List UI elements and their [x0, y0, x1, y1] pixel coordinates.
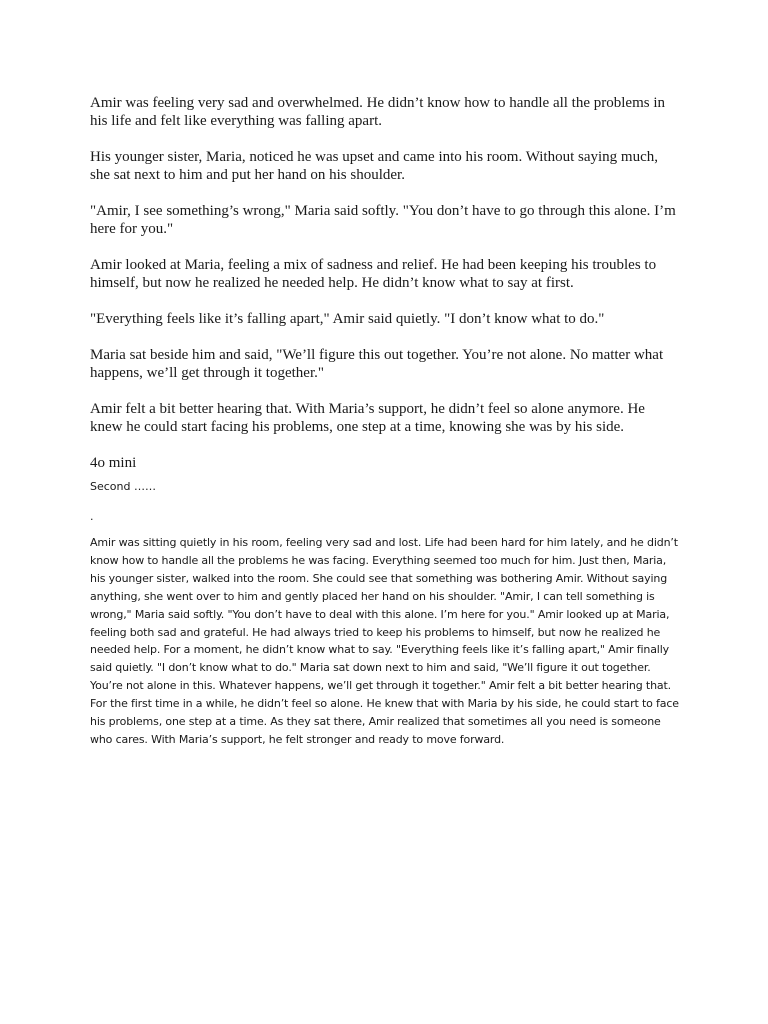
second-story-paragraph: Amir was sitting quietly in his room, feeling very sad and lost. Life had been hard for him lately, and he didn’t know how to handle all the problems he was facing. Everything seemed too much for him. Just then, Maria, his younger sister, walked into the room. She could see that something was bothering Amir. Without saying anything, she went over to him and gently placed her hand on his shoulder. "Amir, I can tell something is wrong," Maria said softly. "You don’t have to deal with this alone. I’m here for you." Amir looked up at Maria, feeling both sad and grateful. He had always tried to keep his problems to himself, but now he realized he needed help. For a moment, he didn’t know what to say. "Everything feels like it’s falling apart," Amir finally said quietly. "I don’t know what to do." Maria sat down next to him and said, "We’ll figure it out together. You’re not alone in this. Whatever happens, we’ll get through it together." Amir felt a bit better hearing that. For the first time in a while, he didn’t feel so alone. He knew that with Maria by his side, he could start to face his problems, one step at a time. As they sat there, Amir realized that sometimes all you need is someone who cares. With Maria’s support, he felt stronger and ready to move forward. — [90, 536, 679, 746]
story-paragraph-5: "Everything feels like it’s falling apart," Amir said quietly. "I don’t know what to do." — [90, 311, 605, 327]
model-label: 4o mini — [90, 455, 137, 471]
story-paragraph-7: Amir felt a bit better hearing that. With Maria’s support, he didn’t feel so alone anymore. He knew he could start facing his problems, one step at a time, knowing she was by his side. — [90, 401, 645, 435]
second-label: Second …… — [90, 480, 156, 493]
separator-dot: . — [90, 510, 94, 523]
story-paragraph-1: Amir was feeling very sad and overwhelmed. He didn’t know how to handle all the problems in his life and felt like everything was falling apart. — [90, 95, 666, 129]
story-paragraph-3: "Amir, I see something’s wrong," Maria said softly. "You don’t have to go through this alone. I’m here for you." — [90, 203, 676, 237]
document-page — [90, 94, 680, 749]
story-paragraph-2: His younger sister, Maria, noticed he was upset and came into his room. Without saying much, she sat next to him and put her hand on his shoulder. — [90, 149, 658, 183]
story-paragraph-4: Amir looked at Maria, feeling a mix of sadness and relief. He had been keeping his troubles to himself, but now he realized he needed help. He didn’t know what to say at first. — [90, 257, 657, 291]
story-paragraph-6: Maria sat beside him and said, "We’ll figure this out together. You’re not alone. No matter what happens, we’ll get through it together." — [90, 347, 664, 381]
